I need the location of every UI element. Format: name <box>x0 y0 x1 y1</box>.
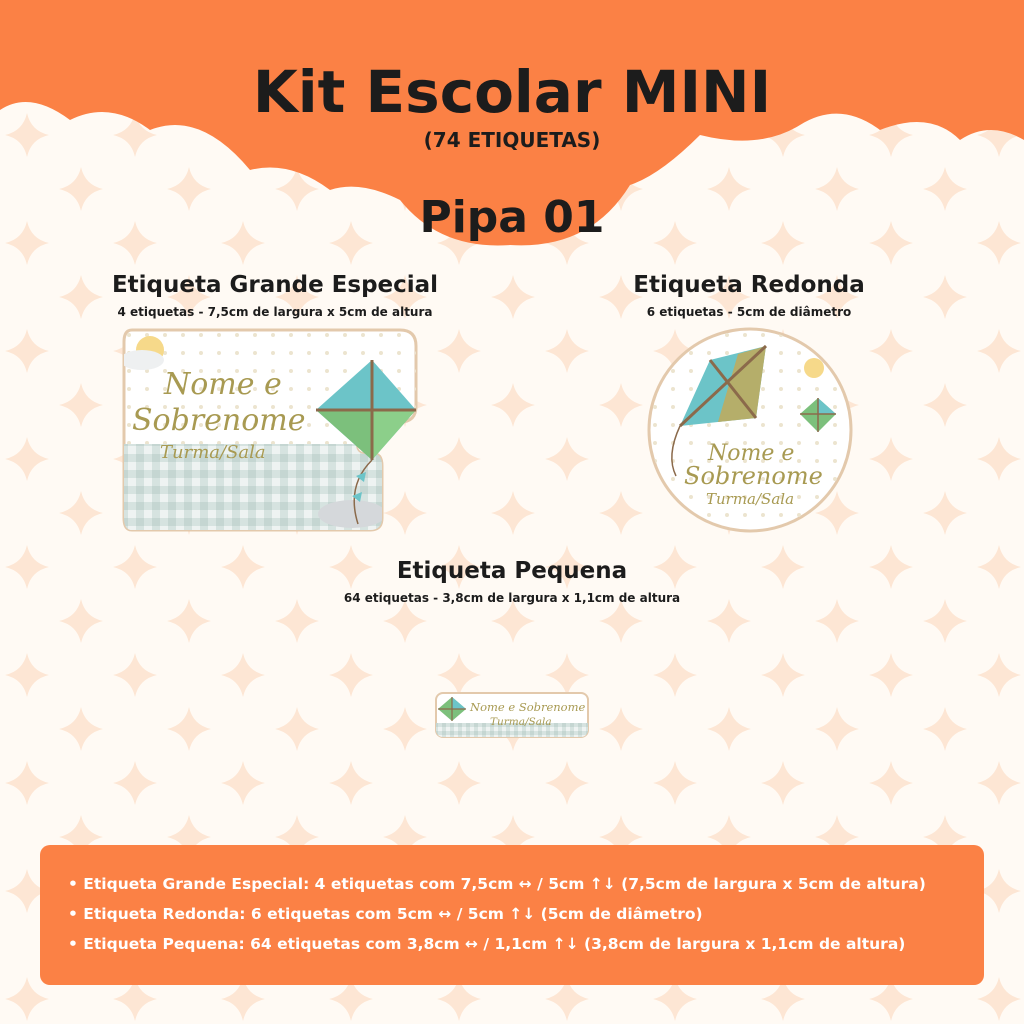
pequena-class-line: Turma/Sala <box>490 716 552 728</box>
page-title: Kit Escolar MINI <box>252 58 772 126</box>
theme-title: Pipa 01 <box>419 192 605 243</box>
info-box <box>40 845 984 985</box>
info-item-grande: • Etiqueta Grande Especial: 4 etiquetas com 7,5cm ↔ / 5cm ↑↓ (7,5cm de largura x 5cm de altura) <box>68 875 926 893</box>
redonda-label-title: Etiqueta Redonda <box>633 272 865 298</box>
grande-class-line: Turma/Sala <box>160 442 266 463</box>
grande-name-line2: Sobrenome <box>132 403 306 438</box>
grande-label-title: Etiqueta Grande Especial <box>111 272 439 298</box>
redonda-label-desc: 6 etiquetas - 5cm de diâmetro <box>646 305 852 319</box>
grande-label-desc: 4 etiquetas - 7,5cm de largura x 5cm de altura <box>117 305 433 319</box>
redonda-name-line2: Sobrenome <box>684 462 823 490</box>
info-item-redonda: • Etiqueta Redonda: 6 etiquetas com 5cm ↔ / 5cm ↑↓ (5cm de diâmetro) <box>68 905 703 923</box>
pequena-label-title: Etiqueta Pequena <box>396 558 628 584</box>
grande-name-line1: Nome e <box>164 367 282 402</box>
pequena-sticker-preview <box>434 691 590 739</box>
info-item-pequena: • Etiqueta Pequena: 64 etiquetas com 3,8cm ↔ / 1,1cm ↑↓ (3,8cm de largura x 1,1cm de altura) <box>68 935 906 953</box>
redonda-name-line1: Nome e <box>708 441 795 466</box>
redonda-class-line: Turma/Sala <box>706 490 795 508</box>
redonda-sticker-preview <box>646 326 854 534</box>
page-subtitle: (74 ETIQUETAS) <box>423 128 601 152</box>
pequena-label-desc: 64 etiquetas - 3,8cm de largura x 1,1cm de altura <box>343 591 681 605</box>
pequena-name-line: Nome e Sobrenome <box>470 700 586 714</box>
grande-sticker-preview <box>120 326 420 534</box>
